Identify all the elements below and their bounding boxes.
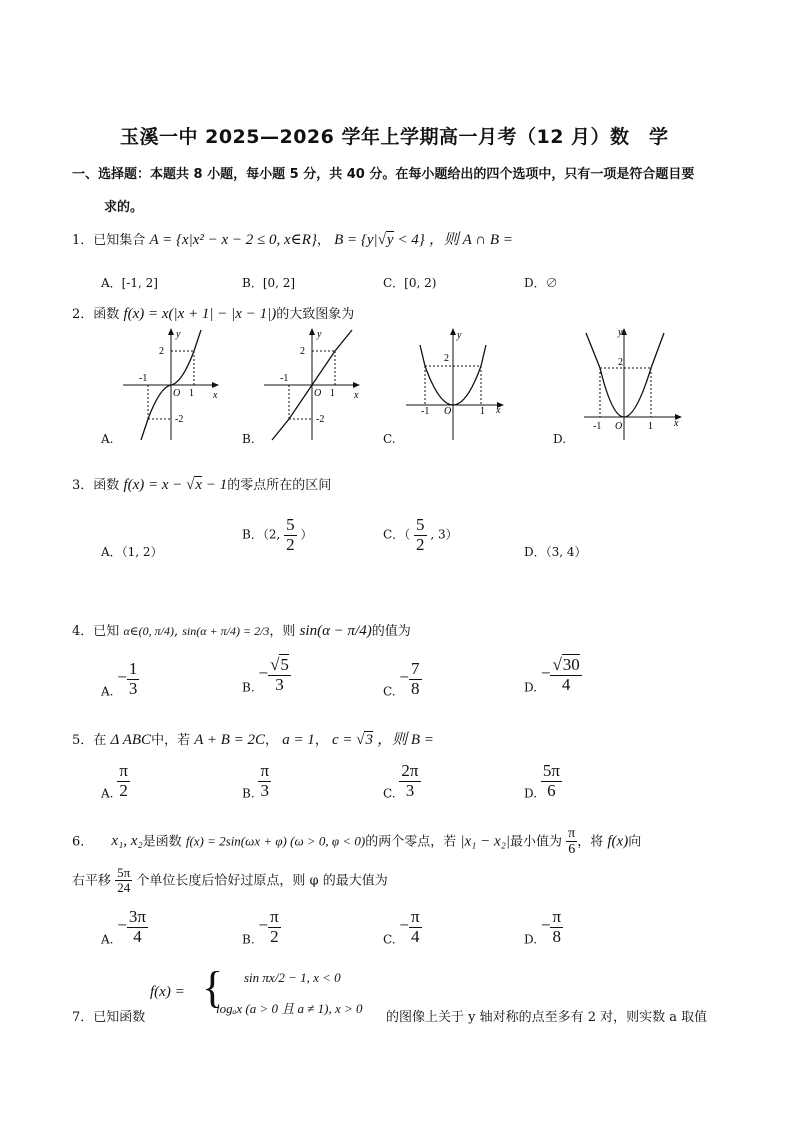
svg-text:2: 2	[618, 357, 623, 368]
question-number: 2．	[72, 307, 94, 322]
option-b: B．（2, $\frac{5}{2}$ ）	[242, 515, 313, 554]
set-b: B = {y|√y < 4}	[334, 232, 425, 248]
set-a: A = {x|x² − x − 2 ≤ 0, x∈R}	[149, 232, 317, 248]
question-7-tail: 的图像上关于 y 轴对称的点至多有 2 对，则实数 a 取值	[386, 1010, 708, 1025]
option-a: A．（1, 2）	[101, 545, 163, 559]
svg-text:O: O	[615, 421, 623, 432]
svg-text:x: x	[496, 405, 501, 416]
graph-c-label: C.	[383, 432, 396, 446]
svg-text:O: O	[173, 388, 181, 399]
svg-text:-1: -1	[593, 421, 602, 432]
graph-a	[115, 325, 225, 445]
graph-d-label: D.	[553, 432, 567, 446]
option-b: B．[0, 2]	[242, 276, 296, 290]
question-6: 6． x₁, x₂是函数 f(x) = 2sin(ωx + φ) (ω > 0, φ < 0)的两个零点，若 |x₁ − x₂|最小值为 $\frac{\pi}{6}$ ，将 f(x)向	[72, 826, 642, 858]
svg-text:O: O	[314, 388, 322, 399]
question-6-line-2: 右平移 $\frac{5\pi}{24}$ 个单位长度后恰好过原点，则 φ 的最大值为	[72, 865, 388, 896]
question-3: 3．函数 f(x) = x − √x − 1的零点所在的区间	[72, 477, 332, 493]
option-d: D. − $\frac{√30}{4}$	[524, 655, 580, 695]
svg-text:2: 2	[444, 353, 449, 364]
option-d: D．∅	[524, 276, 558, 290]
option-c: C. $\frac{2\pi}{3}$	[383, 761, 419, 801]
svg-text:-2: -2	[316, 414, 325, 425]
question-2: 2．函数 f(x) = x(|x + 1| − |x − 1|)的大致图象为	[72, 306, 355, 322]
option-a: A. $\frac{\pi}{2}$	[101, 761, 128, 801]
graph-c	[400, 325, 510, 445]
question-number: 5．	[72, 733, 94, 748]
question-number: 4．	[72, 624, 94, 639]
svg-text:y: y	[457, 330, 462, 341]
option-d: D．（3, 4）	[524, 545, 587, 559]
option-c: C. − $\frac{\pi}{4}$	[383, 907, 420, 947]
option-c: C．[0, 2)	[383, 276, 437, 290]
option-b: B. − $\frac{\pi}{2}$	[242, 907, 279, 947]
svg-text:-1: -1	[139, 373, 148, 384]
question-tail: ，则 A ∩ B =	[428, 232, 513, 248]
condition-2: sin(α + π/4) = 2/3	[182, 624, 270, 638]
svg-text:1: 1	[648, 421, 653, 432]
option-a: A．[-1, 2]	[101, 276, 158, 290]
condition-1: α∈(0, π/4)	[123, 624, 174, 638]
question-number: 6．	[72, 834, 94, 850]
svg-text:x: x	[213, 390, 218, 401]
svg-text:y: y	[618, 327, 623, 338]
question-1: 1．已知集合 A = {x|x² − x − 2 ≤ 0, x∈R}， B = {y|√y < 4} ，则 A ∩ B =	[72, 232, 513, 248]
svg-text:O: O	[444, 406, 452, 417]
section-heading: 一、选择题：本题共 8 小题，每小题 5 分，共 40 分。在每小题给出的四个选项中，只有一项是符合题目要	[72, 167, 695, 182]
svg-text:x: x	[354, 390, 359, 401]
svg-text:1: 1	[330, 388, 335, 399]
option-d: D. − $\frac{\pi}{8}$	[524, 907, 562, 947]
function-formula: f(x) = x(|x + 1| − |x − 1|)	[123, 306, 277, 322]
page-title: 玉溪一中 2025—2026 学年上学期高一月考（12 月）数 学	[120, 126, 669, 148]
svg-text:y: y	[317, 329, 322, 340]
graph-d	[578, 325, 688, 445]
question-number: 1．	[72, 233, 94, 248]
question-number: 7．	[72, 1010, 94, 1025]
svg-text:-1: -1	[280, 373, 289, 384]
section-heading-cont: 求的。	[104, 200, 144, 215]
question-number: 3．	[72, 478, 94, 493]
svg-text:x: x	[674, 418, 679, 429]
option-a: A. − $\frac{3\pi}{4}$	[101, 907, 146, 947]
expression: sin(α − π/4)	[299, 623, 372, 639]
question-4: 4．已知 α∈(0, π/4), sin(α + π/4) = 2/3，则 sin(α − π/4)的值为	[72, 623, 411, 639]
option-d: D. $\frac{5\pi}{6}$	[524, 761, 560, 801]
function-formula: f(x) = x − √x − 1	[123, 477, 228, 493]
option-a: A. − $\frac{1}{3}$	[101, 659, 138, 699]
option-c: C. − $\frac{7}{8}$	[383, 659, 420, 699]
option-c: C．（ $\frac{5}{2}$ , 3）	[383, 515, 458, 554]
svg-text:-2: -2	[175, 414, 184, 425]
graph-b	[256, 325, 366, 445]
question-7: 7．已知函数	[72, 1010, 146, 1025]
graph-a-label: A.	[101, 432, 114, 446]
svg-text:1: 1	[480, 406, 485, 417]
svg-text:1: 1	[189, 388, 194, 399]
option-b: B. $\frac{\pi}{3}$	[242, 761, 270, 801]
svg-text:y: y	[176, 329, 181, 340]
graph-b-label: B.	[242, 432, 255, 446]
question-5: 5．在 Δ ABC中，若 A + B = 2C， a = 1， c = √3 ，则 B =	[72, 732, 434, 748]
svg-text:2: 2	[159, 346, 164, 357]
svg-text:-1: -1	[421, 406, 430, 417]
svg-text:2: 2	[300, 346, 305, 357]
option-b: B. − $\frac{√5}{3}$	[242, 655, 289, 695]
